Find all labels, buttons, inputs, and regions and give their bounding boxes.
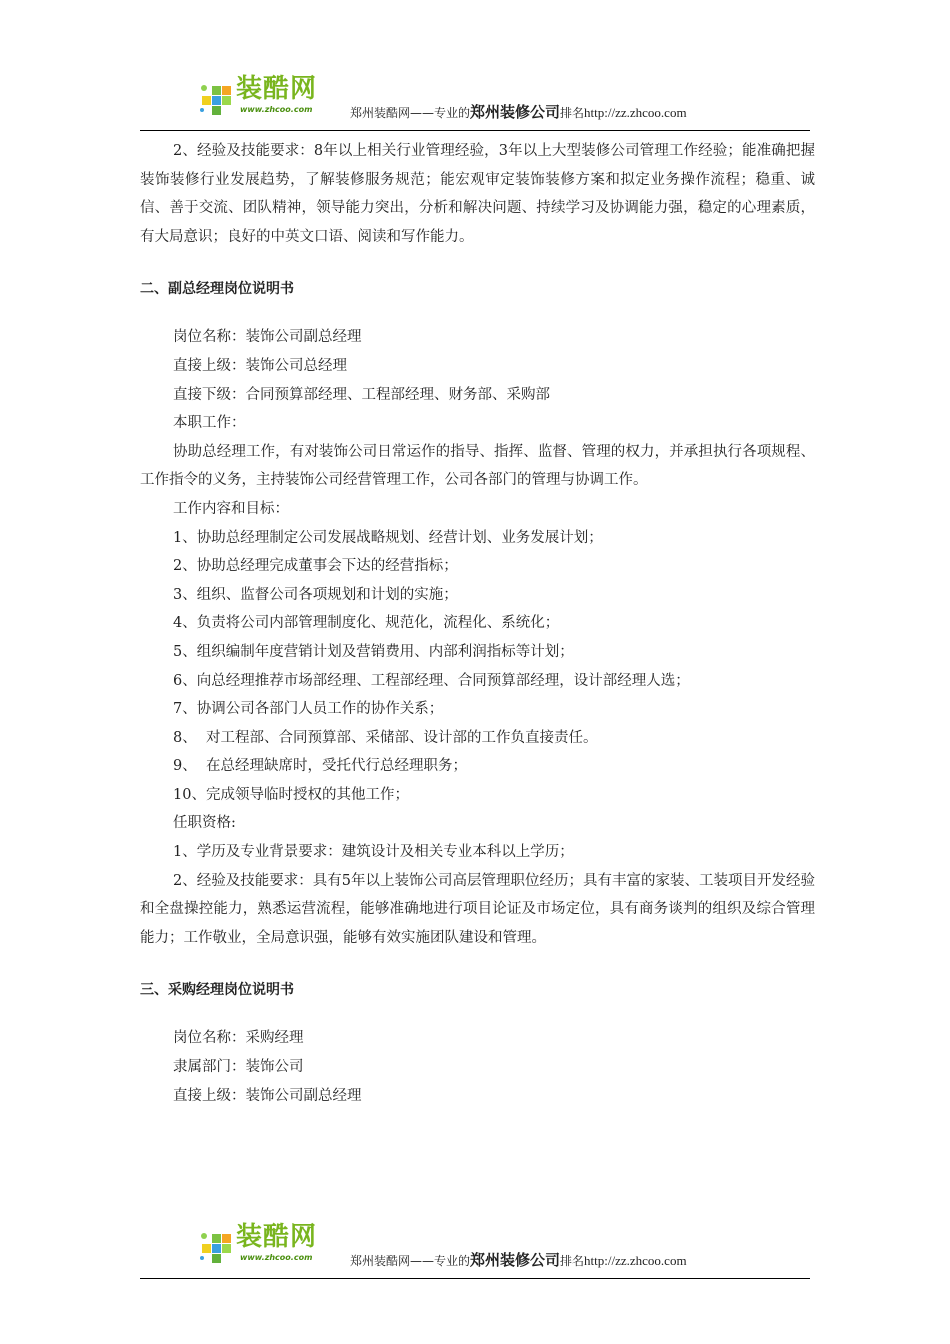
- slogan-suffix: 排名: [560, 1254, 585, 1268]
- list-item: 9、 在总经理缺席时，受托代行总经理职务；: [173, 758, 467, 775]
- duties-label: 本职工作：: [173, 415, 246, 432]
- field-department: 隶属部门：装饰公司: [173, 1059, 304, 1076]
- list-item: 4、负责将公司内部管理制度化、规范化，流程化、系统化；: [173, 615, 560, 632]
- qualification-experience: 2、经验及技能要求：具有5年以上装饰公司高层管理职位经历；具有丰富的家装、工装项目开发经验和全盘操控能力，熟悉运营流程，能够准确地进行项目论证及市场定位，具有商务谈判的组织及综合管理能力；工作敬业，全局意识强，能够有效实施团队建设和管理。: [140, 872, 815, 946]
- section-title-vice-gm: 二、副总经理岗位说明书: [140, 281, 294, 298]
- qualifications-label: 任职资格:: [173, 815, 236, 832]
- document-body: [140, 137, 815, 1110]
- field-superior: 直接上级：装饰公司总经理: [173, 357, 347, 374]
- zhcoo-logo: [198, 1222, 348, 1268]
- slogan-url[interactable]: http://zz.zhcoo.com: [584, 105, 687, 120]
- zhcoo-logo: [198, 74, 348, 120]
- field-position-name: 岗位名称：采购经理: [173, 1030, 304, 1047]
- logo-url: www.zhcoo.com: [240, 105, 313, 114]
- list-item: 3、组织、监督公司各项规划和计划的实施；: [173, 586, 458, 603]
- logo-url: www.zhcoo.com: [240, 1253, 313, 1262]
- field-position-name: 岗位名称：装饰公司副总经理: [173, 329, 362, 346]
- page-header: [140, 70, 810, 131]
- continued-paragraph: 2、经验及技能要求：8年以上相关行业管理经验，3年以上大型装修公司管理工作经验；能准确把握装饰装修行业发展趋势，了解装修服务规范；能宏观审定装饰装修方案和拟定业务操作流程；稳重、诚信、善于交流、团队精神，领导能力突出，分析和解决问题、持续学习及协调能力强，稳定的心理素质，有大局意识；良好的中英文口语、阅读和写作能力。: [140, 143, 815, 245]
- list-item: 2、协助总经理完成董事会下达的经营指标；: [173, 558, 458, 575]
- slogan-suffix: 排名: [560, 106, 585, 120]
- header-slogan: [350, 102, 687, 123]
- list-item: 5、组织编制年度营销计划及营销费用、内部利润指标等计划；: [173, 643, 574, 660]
- list-item: 6、向总经理推荐市场部经理、工程部经理、合同预算部经理，设计部经理人选；: [173, 672, 690, 689]
- logo-text: 装酷网: [236, 1222, 318, 1252]
- slogan-prefix: 郑州装酷网——专业的: [350, 1254, 471, 1268]
- section-title-purchasing-manager: 三、采购经理岗位说明书: [140, 982, 294, 999]
- footer-slogan: [350, 1250, 687, 1271]
- list-item: 7、协调公司各部门人员工作的协作关系；: [173, 701, 444, 718]
- logo-text: 装酷网: [236, 74, 318, 104]
- goals-label: 工作内容和目标：: [173, 500, 289, 517]
- duties-paragraph: 协助总经理工作，有对装饰公司日常运作的指导、指挥、监督、管理的权力，并承担执行各项规程、工作指令的义务，主持装饰公司经营管理工作，公司各部门的管理与协调工作。: [140, 443, 815, 489]
- list-item: 8、 对工程部、合同预算部、采储部、设计部的工作负直接责任。: [173, 729, 598, 746]
- qualification-education: 1、学历及专业背景要求：建筑设计及相关专业本科以上学历；: [173, 844, 574, 861]
- slogan-highlight: 郑州装修公司: [470, 103, 561, 121]
- page-footer: [140, 1218, 810, 1279]
- field-superior: 直接上级：装饰公司副总经理: [173, 1087, 362, 1104]
- slogan-prefix: 郑州装酷网——专业的: [350, 106, 471, 120]
- list-item: 10、完成领导临时授权的其他工作；: [173, 786, 409, 803]
- list-item: 1、协助总经理制定公司发展战略规划、经营计划、业务发展计划；: [173, 529, 603, 546]
- slogan-highlight: 郑州装修公司: [470, 1251, 561, 1269]
- field-subordinates: 直接下级：合同预算部经理、工程部经理、财务部、采购部: [173, 386, 550, 403]
- slogan-url[interactable]: http://zz.zhcoo.com: [584, 1253, 687, 1268]
